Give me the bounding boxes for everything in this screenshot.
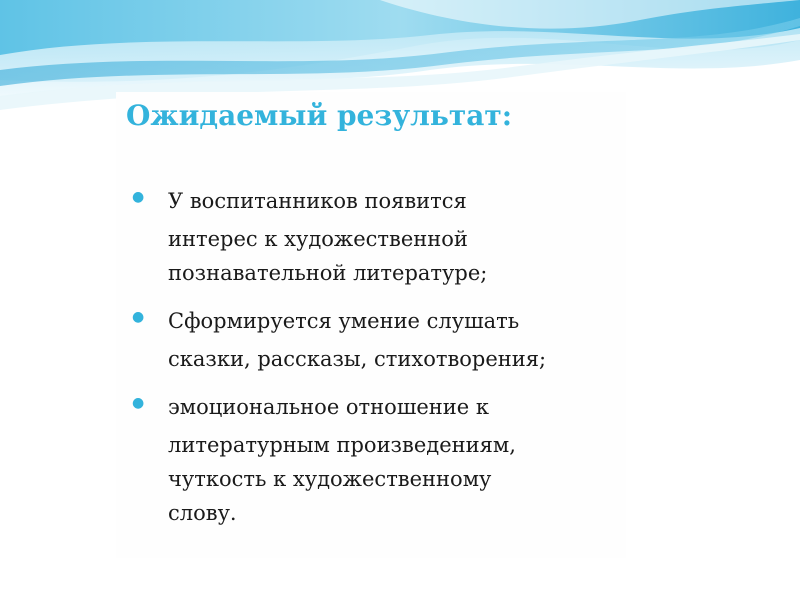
list-item <box>130 390 610 530</box>
bullet-text-line: интерес к художественной <box>168 227 468 251</box>
bullet-text-line: У воспитанников появится <box>168 189 467 213</box>
bullet-list <box>130 184 610 544</box>
bullet-text-line: слову. <box>168 501 237 525</box>
bullet-text-line: литературным произведениям, <box>168 433 516 457</box>
bullet-dot-icon: ● <box>132 309 145 325</box>
bullet-dot-icon: ● <box>132 395 145 411</box>
bullet-text-line: Сформируется умение слушать <box>168 309 520 333</box>
bullet-text-line: эмоциональное отношение к <box>168 395 489 419</box>
list-item <box>130 184 610 290</box>
bullet-text-line: чуткость к художественному <box>168 467 492 491</box>
bullet-dot-icon: ● <box>132 189 145 205</box>
slide-title: Ожидаемый результат: <box>126 99 513 132</box>
list-item <box>130 304 610 376</box>
bullet-text-line: познавательной литературе; <box>168 261 488 285</box>
bullet-text-line: сказки, рассказы, стихотворения; <box>168 347 547 371</box>
